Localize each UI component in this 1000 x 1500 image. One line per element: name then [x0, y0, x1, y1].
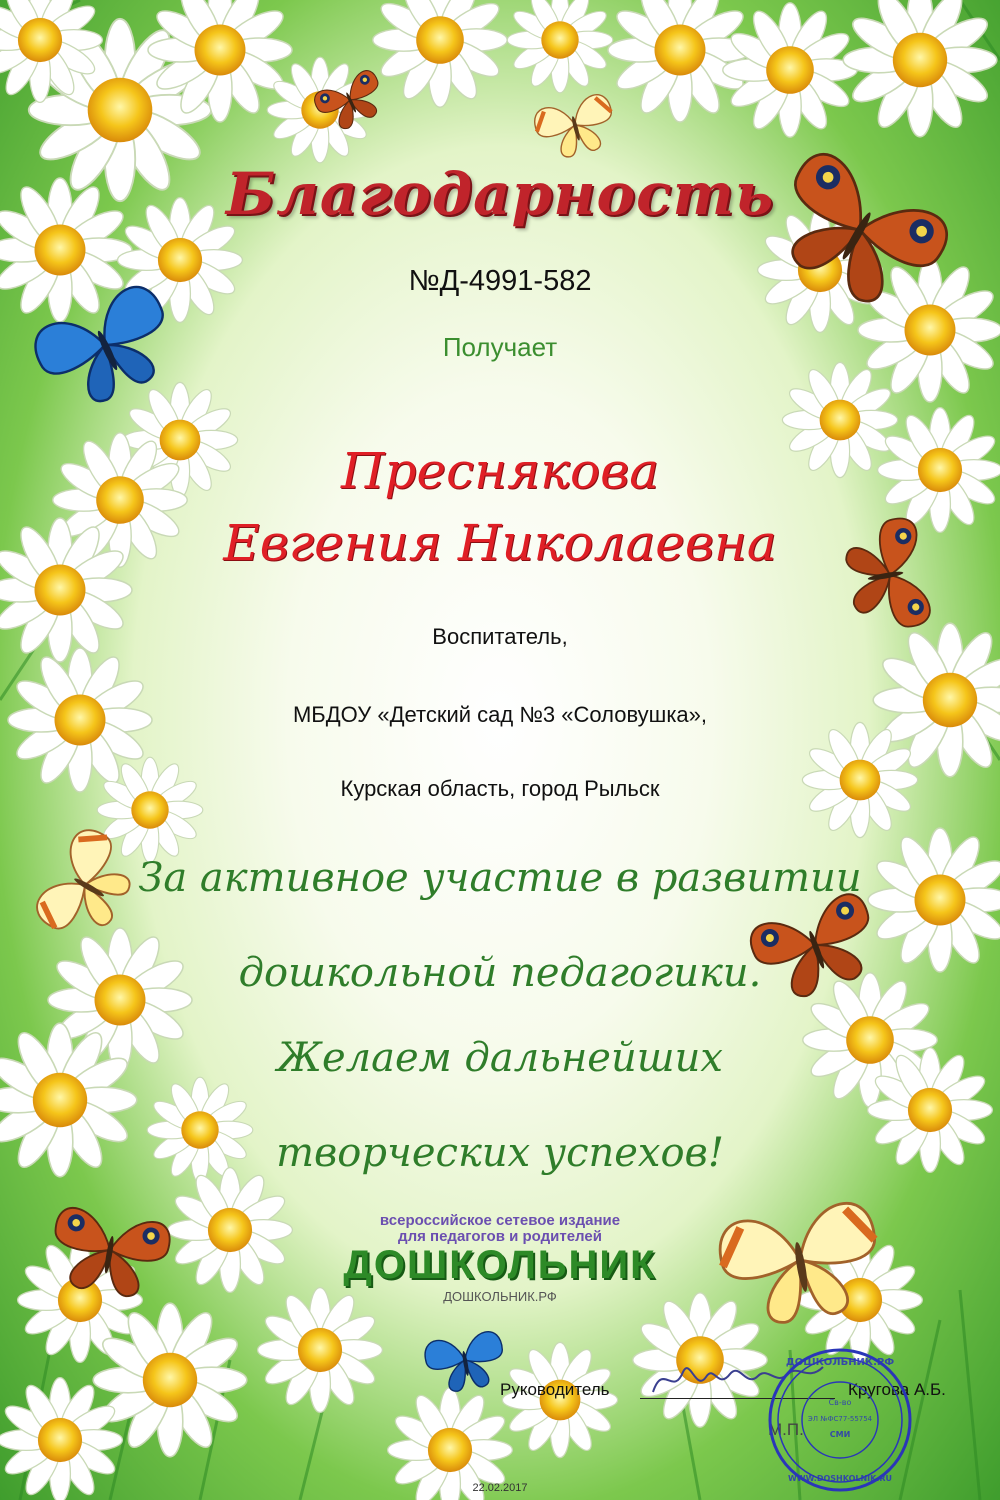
svg-text:Св-во: Св-во: [828, 1398, 852, 1407]
daisy-icon: [507, 0, 613, 93]
recipient-given-names: Евгения Николаевна: [223, 514, 777, 572]
svg-text:ДОШКОЛЬНИК.РФ: ДОШКОЛЬНИК.РФ: [785, 1357, 895, 1368]
daisy-icon: [373, 0, 507, 107]
stamp-place-label: М.П.: [768, 1420, 804, 1439]
daisy-icon: [258, 1288, 383, 1413]
message-line: творческих успехов!: [276, 1130, 724, 1176]
publisher-website: ДОШКОЛЬНИК.РФ: [443, 1289, 557, 1304]
daisy-icon: [843, 0, 997, 137]
message-line: дошкольной педагогики.: [238, 950, 762, 996]
daisy-icon: [723, 3, 857, 137]
publisher-tagline: для педагогов и родителей: [398, 1228, 602, 1245]
official-stamp: [765, 1345, 915, 1495]
receives-label: Получает: [442, 332, 558, 362]
message-line: Желаем дальнейших: [277, 1035, 723, 1081]
publisher-tagline: всероссийское сетевое издание: [379, 1212, 621, 1229]
svg-text:ЭЛ №ФС77-55754: ЭЛ №ФС77-55754: [807, 1415, 873, 1423]
publisher-logo: ДОШКОЛЬНИК: [343, 1243, 657, 1287]
blue-butterfly-icon: [423, 1330, 509, 1396]
certificate-number: №Д-4991-582: [408, 265, 592, 297]
recipient-surname: Преснякова: [340, 442, 660, 500]
signature-label: Руководитель: [500, 1380, 610, 1399]
recipient-location: Курская область, город Рыльск: [340, 776, 660, 801]
yellow-butterfly-icon: [531, 92, 620, 164]
svg-text:WWW.DOSHKOLNIK.RU: WWW.DOSHKOLNIK.RU: [787, 1474, 893, 1483]
signer-name: Кругова А.Б.: [848, 1380, 946, 1399]
issue-date: 22.02.2017: [472, 1482, 528, 1494]
message-line: За активное участие в развитии: [138, 855, 862, 901]
daisy-icon: [608, 0, 752, 122]
recipient-position: Воспитатель,: [432, 624, 568, 649]
daisy-icon: [502, 1342, 617, 1457]
certificate-title: Благодарность: [225, 160, 775, 228]
svg-text:СМИ: СМИ: [829, 1430, 851, 1439]
recipient-organization: МБДОУ «Детский сад №3 «Соловушка»,: [292, 702, 708, 727]
